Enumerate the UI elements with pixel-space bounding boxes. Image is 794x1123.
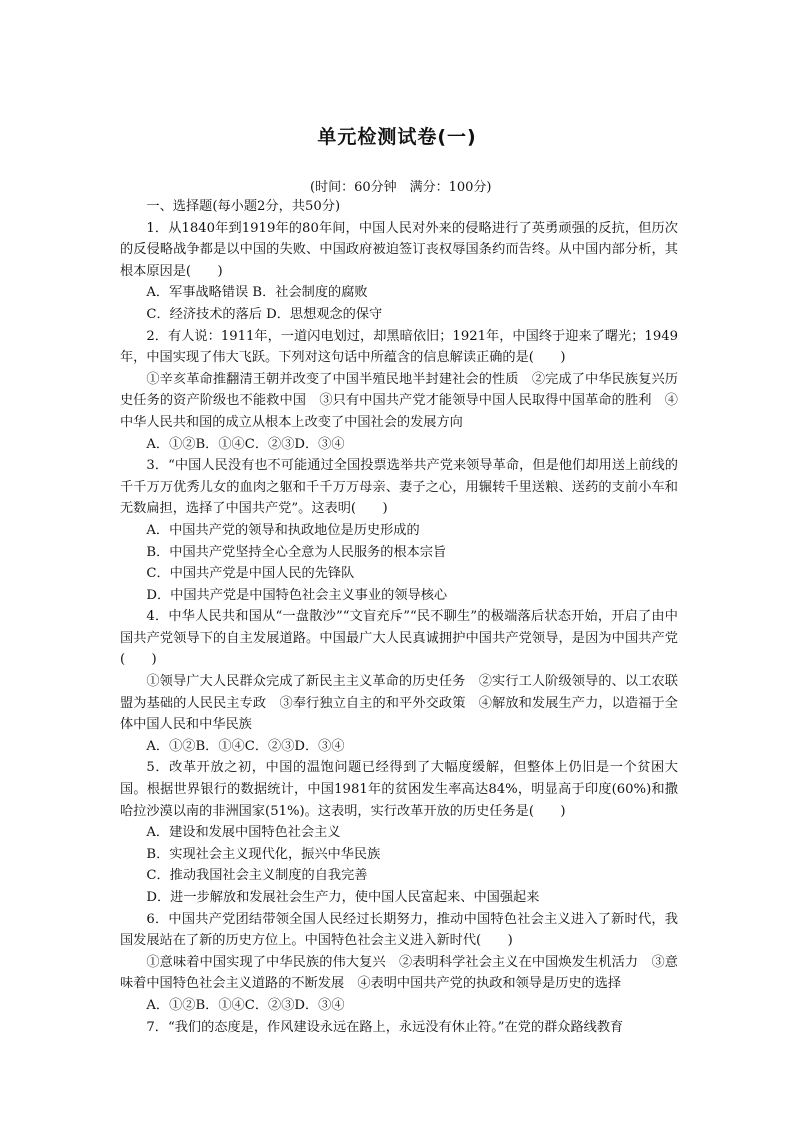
question-6-items: ①意味着中国实现了中华民族的伟大复兴 ②表明科学社会主义在中国焕发生机活力 ③意味着中国特色社会主义道路的不断发展 ④表明中国共产党的执政和领导是历史的选择 — [120, 954, 678, 992]
question-2-items: ①辛亥革命推翻清王朝并改变了中国半殖民地半封建社会的性质 ②完成了中华民族复兴历史任务的资产阶级也不能救中国 ③只有中国共产党才能领导中国人民取得中国革命的胜利 ④中华人民共和国的成立从根本上改变了中国社会的发展方向 — [120, 371, 678, 430]
question-6-stem: 6．中国共产党团结带领全国人民经过长期努力，推动中国特色社会主义进入了新时代，我国发展站在了新的历史方位上。中国特色社会主义进入新时代( ) — [120, 911, 678, 949]
question-5-option-a: A．建设和发展中国特色社会主义 — [146, 825, 341, 841]
question-5-stem: 5．改革开放之初，中国的温饱问题已经得到了大幅度缓解，但整体上仍旧是一个贫困大国。根据世界银行的数据统计，中国1981年的贫困发生率高达84%，明显高于印度(60%)和撒哈拉沙漠以南的非洲国家(51%)。这表明，实行改革开放的历史任务是( ) — [120, 760, 678, 819]
question-4-items: ①领导广大人民群众完成了新民主主义革命的历史任务 ②实行工人阶级领导的、以工农联盟为基础的人民民主专政 ③奉行独立自主的和平外交政策 ④解放和发展生产力，以造福于全体中国人民和中华民族 — [120, 674, 678, 733]
question-4-options: A．①②B．①④C．②③D．③④ — [146, 738, 345, 754]
question-5-option-c: C．推动我国社会主义制度的自我完善 — [146, 868, 368, 884]
question-3-option-c: C．中国共产党是中国人民的先锋队 — [146, 566, 355, 582]
question-1-stem: 1．从1840年到1919年的80年间，中国人民对外来的侵略进行了英勇顽强的反抗，但历次的反侵略战争都是以中国的失败、中国政府被迫签订丧权辱国条约而告终。从中国内部分析，其根本原因是( ) — [120, 220, 678, 279]
question-2-options: A．①②B．①④C．②③D．③④ — [146, 436, 345, 452]
question-3-option-a: A．中国共产党的领导和执政地位是历史形成的 — [146, 522, 420, 538]
question-7-stem: 7．“我们的态度是，作风建设永远在路上，永远没有休止符。”在党的群众路线教育 — [146, 1019, 624, 1035]
section-heading: 一、选择题(每小题2分，共50分) — [146, 199, 341, 214]
question-3-stem: 3．“中国人民没有也不可能通过全国投票选举共产党来领导革命，但是他们却用送上前线的千千万万优秀儿女的血肉之躯和千千万万母亲、妻子之心，用辗转千里送粮、送药的支前小车和无数扁担，选择了中国共产党”。这表明( ) — [120, 458, 678, 517]
question-6-options: A．①②B．①④C．②③D．③④ — [146, 997, 345, 1013]
question-5-option-d: D．进一步解放和发展社会生产力，使中国人民富起来、中国强起来 — [146, 890, 540, 905]
question-3-option-b: B．中国共产党坚持全心全意为人民服务的根本宗旨 — [146, 544, 447, 560]
exam-time-score: (时间：60分钟 满分：100分) — [310, 180, 492, 195]
question-1-options-cd: C．经济技术的落后 D．思想观念的保守 — [146, 306, 383, 322]
question-2-stem: 2．有人说：1911年，一道闪电划过，却黑暗依旧；1921年，中国终于迎来了曙光；1949年，中国实现了伟大飞跃。下列对这句话中所蕴含的信息解读正确的是( ) — [120, 328, 678, 366]
exam-content — [120, 196, 678, 1038]
question-3-option-d: D．中国共产党是中国特色社会主义事业的领导核心 — [146, 587, 448, 603]
question-1-options-ab: A．军事战略错误 B．社会制度的腐败 — [146, 285, 368, 301]
question-5-option-b: B．实现社会主义现代化，振兴中华民族 — [146, 846, 381, 862]
page-title: 单元检测试卷(一) — [317, 126, 477, 148]
question-4-stem: 4．中华人民共和国从“一盘散沙”“文盲充斥”“民不聊生”的极端落后状态开始，开启了由中国共产党领导下的自主发展道路。中国最广大人民真诚拥护中国共产党领导，是因为中国共产党( ) — [120, 609, 678, 668]
